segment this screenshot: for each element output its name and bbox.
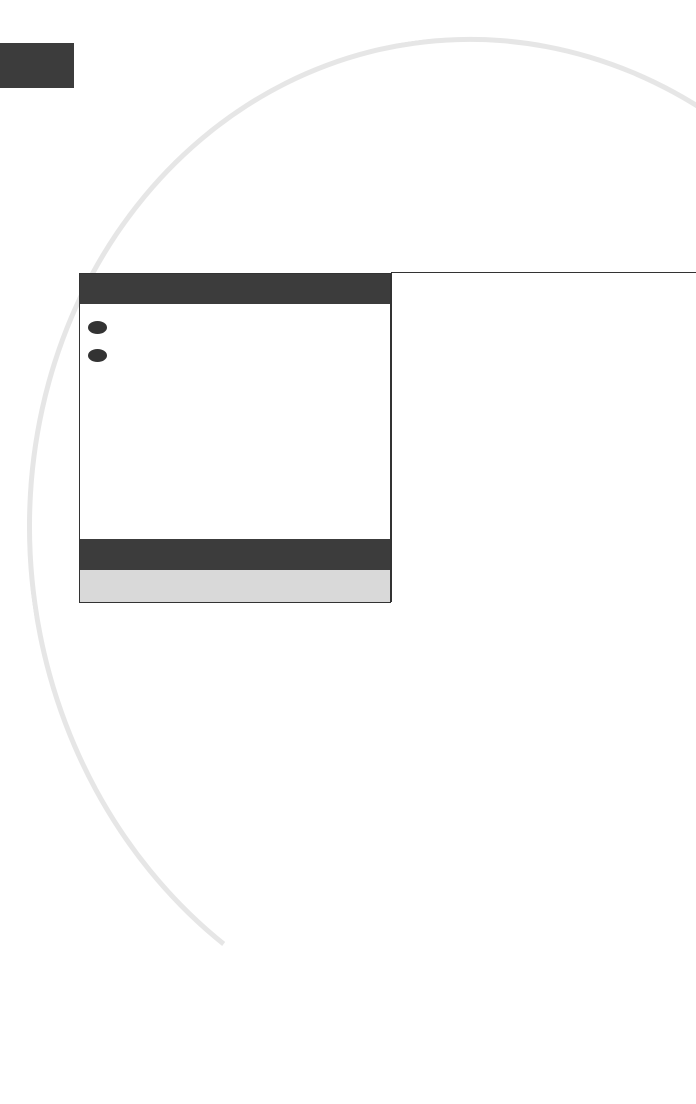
instructions-title <box>80 274 390 304</box>
filled-oval-icon <box>88 349 107 362</box>
top-timing-marks <box>91 43 696 88</box>
instructions-body <box>80 304 390 365</box>
judicial-title <box>80 539 390 570</box>
instructions-panel <box>79 273 391 603</box>
office-title <box>80 570 390 603</box>
town-item <box>388 365 696 401</box>
town-item <box>388 436 696 472</box>
instruction-vote-name <box>85 320 384 338</box>
ballot-info-panel <box>391 272 696 602</box>
town-item <box>388 401 696 437</box>
judicial-section <box>80 539 390 603</box>
instruction-write-in <box>85 348 384 366</box>
town-list <box>392 294 696 507</box>
timing-block <box>0 43 74 88</box>
left-timing-marks <box>0 116 18 606</box>
town-item <box>388 330 696 366</box>
town-item <box>388 472 696 508</box>
town-item <box>388 294 696 330</box>
filled-oval-icon <box>88 321 107 334</box>
